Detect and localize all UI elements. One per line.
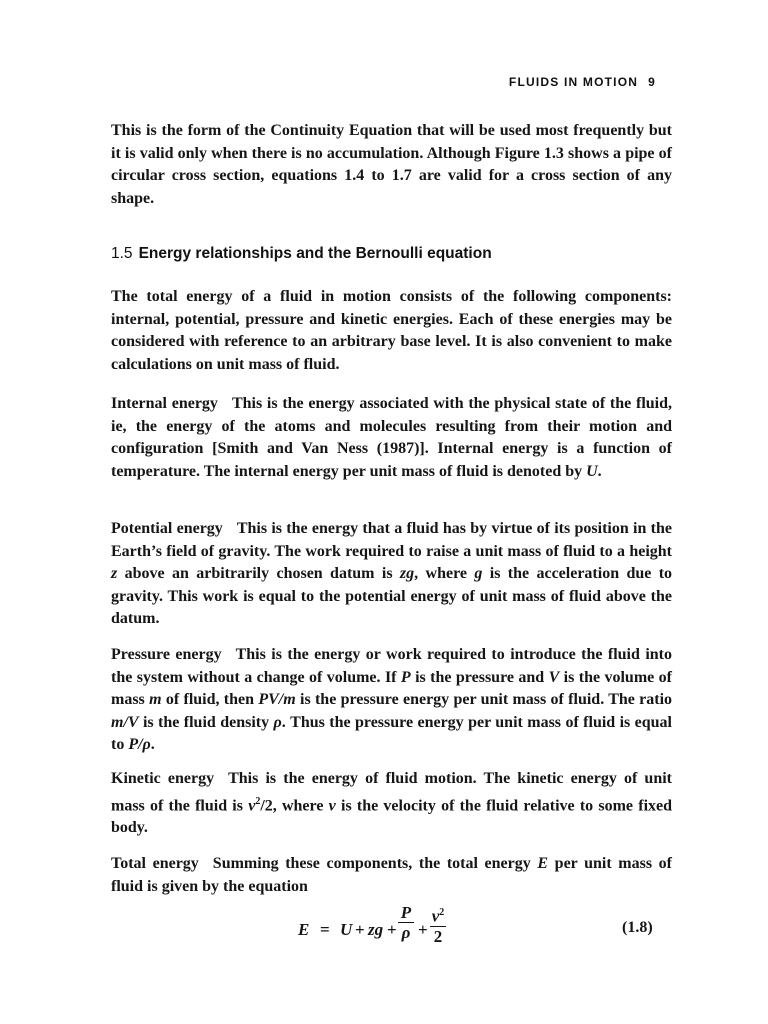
kinetic-energy-paragraph: Kinetic energy This is the energy of fluid motion. The kinetic energy of unit mass of the fluid is $v^2/2$, where v is the velocity of the fluid relative to some fixed body. xyxy=(111,770,673,837)
potential-energy-paragraph: Potential energy This is the energy that a fluid has by virtue of its position in the Earth’s field of gravity. The work required to raise a unit mass of fluid to a height z above an arbitrarily chosen datum is zg, where g is the acceleration due to gravity. This work is equal to the potential energy of unit mass of fluid above the datum. xyxy=(111,520,673,627)
pressure-energy-term: Pressure energy xyxy=(111,646,222,663)
total-energy-paragraph: Total energy Summing these components, the total energy E per unit mass of fluid is given by the equation xyxy=(111,855,673,895)
internal-energy-term: Internal energy xyxy=(111,395,218,412)
potential-energy-term: Potential energy xyxy=(111,520,223,537)
pressure-energy-paragraph: Pressure energy This is the energy or work required to introduce the fluid into the system without a change of volume. If P is the pressure and V is the volume of mass m of fluid, then PV/m is the pressure energy per unit mass of fluid. The ratio m/V is the fluid density ρ. Thus the pressure energy per unit mass of fluid is equal to P/ρ. xyxy=(111,646,673,753)
running-head xyxy=(509,75,656,89)
intro-paragraph: This is the form of the Continuity Equation that will be used most frequently but it is valid only when there is no accumulation. Although Figure 1.3 shows a pipe of circular cross section, equations 1.4 to 1.7 are valid for a cross section of any shape. xyxy=(111,122,672,207)
bernoulli-equation: E = U + zg + P ρ + $v^2$ 2 xyxy=(298,903,445,946)
section-number: 1.5 xyxy=(111,245,133,262)
total-energy-term: Total energy xyxy=(111,855,199,872)
pressure-fraction: P ρ xyxy=(398,904,414,941)
section-title: Energy relationships and the Bernoulli equation xyxy=(138,245,492,262)
page-number: 9 xyxy=(648,75,656,89)
internal-energy-paragraph: Internal energy This is the energy associated with the physical state of the fluid, ie, the energy of the atoms and molecules resulting from their motion and configuration [Smith and Van Ness (1987)]. Internal energy is a function of temperature. The internal energy per unit mass of fluid is denoted by U. xyxy=(111,395,673,480)
section-heading xyxy=(111,245,492,263)
running-title: FLUIDS IN MOTION xyxy=(508,75,639,89)
kinetic-fraction: $v^2$ 2 xyxy=(431,906,445,946)
section-intro-paragraph: The total energy of a fluid in motion consists of the following components: internal, potential, pressure and kinetic energies. Each of these energies may be considered with reference to an arbitrary base level. It is also convenient to make calculations on unit mass of fluid. xyxy=(111,288,672,373)
kinetic-energy-term: Kinetic energy xyxy=(111,770,215,787)
equation-number: (1.8) xyxy=(622,919,653,936)
